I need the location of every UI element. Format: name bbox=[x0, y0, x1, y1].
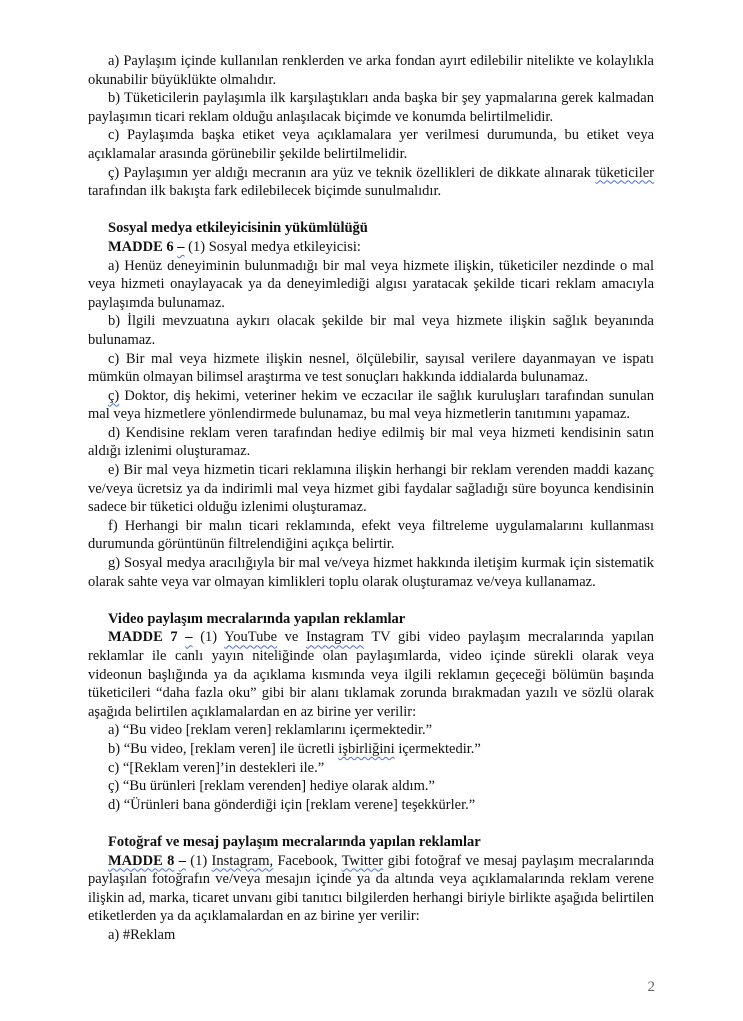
madde-text: ve bbox=[277, 629, 306, 646]
spellcheck-word: YouTube bbox=[224, 629, 278, 646]
paragraph-text: tarafından ilk bakışta fark edilebilecek biçimde sunulmalıdır. bbox=[88, 183, 442, 200]
section-6-item-g: g) Sosyal medya aracılığıyla bir mal ve/veya hizmet hakkında iletişim kurmak için sistematik olarak sahte veya var olmayan kimlikleri toplu olarak oluşturamaz ve/veya kullanamaz. bbox=[88, 555, 654, 590]
madde-text: (1) bbox=[190, 852, 212, 869]
paragraph-a: a) Paylaşım içinde kullanılan renklerden ve arka fondan ayırt edilebilir nitelikte ve kolaylıkla okunabilir büyüklükte olmalıdır. bbox=[88, 53, 654, 88]
paragraph-text: ç) Paylaşımın yer aldığı mecranın ara yüz ve teknik özellikleri de dikkate alınarak bbox=[108, 164, 596, 181]
item-text: Doktor, diş hekimi, veteriner hekim ve eczacılar ile sağlık kuruluşları tarafından sunulan mal veya hizmetlere yönlendirmede bulunamaz, bu mal veya hizmetlerin tanıtımını yapamaz. bbox=[88, 387, 654, 423]
section-7-item-c: c) “[Reklam veren]’in destekleri ile.” bbox=[108, 759, 325, 776]
section-7-heading: Video paylaşım mecralarında yapılan reklamlar bbox=[108, 610, 406, 627]
section-6-item-f: f) Herhangi bir malın ticari reklamında, efekt veya filtreleme uygulamalarını kullanması durumunda görüntünün filtrelendiğini açıkça belirtir. bbox=[88, 517, 654, 553]
spellcheck-word: Instagram, bbox=[211, 852, 274, 869]
madde-text: (1) bbox=[200, 629, 225, 646]
paragraph-c: c) Paylaşımda başka etiket veya açıklamalara yer verilmesi durumunda, bu etiket veya açıklamalar arasında görünebilir şekilde belirtilmelidir. bbox=[88, 127, 654, 162]
page-number: 2 bbox=[647, 979, 655, 995]
paragraph-b: b) Tüketicilerin paylaşımla ilk karşılaştıkları anda başka bir şey yapmalarına gerek kalmadan paylaşımın ticari reklam olduğu anlaşılacak biçimde ve konumda belirtilmelidir. bbox=[88, 90, 654, 125]
item-label: ç) bbox=[108, 387, 120, 404]
spellcheck-word: Instagram bbox=[305, 629, 364, 646]
madde-8-paragraph bbox=[88, 852, 654, 926]
spacer bbox=[88, 201, 654, 220]
section-8-heading: Fotoğraf ve mesaj paylaşım mecralarında yapılan reklamlar bbox=[108, 833, 481, 850]
section-6-item-d: d) Kendisine reklam veren tarafından hediye edilmiş bir mal veya hizmeti kendisinin satın aldığı izlenimi oluşturamaz. bbox=[88, 424, 654, 460]
item-text: içermektedir.” bbox=[394, 740, 481, 757]
madde-label: MADDE 7 bbox=[108, 629, 178, 646]
madde-label: MADDE 6 bbox=[108, 238, 174, 255]
section-7-item-c-cedilla: ç) “Bu ürünleri [reklam verenden] hediye olarak aldım.” bbox=[108, 778, 435, 795]
spacer bbox=[88, 591, 654, 610]
section-8-item-a: a) #Reklam bbox=[108, 926, 176, 943]
section-6-item-c-cedilla bbox=[88, 387, 654, 424]
section-6-heading: Sosyal medya etkileyicisinin yükümlülüğü bbox=[108, 220, 368, 237]
madde-dash: – bbox=[178, 852, 186, 869]
document-body bbox=[88, 52, 654, 945]
madde-dash: – bbox=[177, 238, 185, 255]
spellcheck-word: tüketiciler bbox=[595, 164, 654, 181]
madde-dash: – bbox=[185, 629, 193, 646]
madde-text: (1) Sosyal medya etkileyicisi: bbox=[188, 238, 361, 255]
madde-text: gibi fotoğraf ve mesaj paylaşım mecralarında paylaşılan fotoğrafın ve/veya mesajın içinde ya da altında veya açıklamalarında reklam verene ilişkin ad, marka, ticaret unvanı gibi tanıtıcı bilgilerden herhangi biriyle birlikte aşağıda belirtilen etiketlerden ya da açıklamalardan en az birine yer verilir: bbox=[88, 852, 655, 925]
spacer bbox=[88, 814, 654, 833]
madde-7-paragraph bbox=[88, 628, 654, 721]
section-6-item-e: e) Bir mal veya hizmetin ticari reklamına ilişkin herhangi bir reklam verenden maddi kazanç ve/veya ücretsiz ya da indirimli mal veya hizmet gibi faydalar sağladığı süre boyunca kendisinin sadece bir tüketici olduğu izlenimi oluşturamaz. bbox=[88, 462, 654, 516]
section-7-item-a: a) “Bu video [reklam veren] reklamlarını içermektedir.” bbox=[108, 722, 433, 739]
section-6-item-a: a) Henüz deneyiminin bulunmadığı bir mal veya hizmete ilişkin, tüketiciler nezdinde o mal veya hizmeti onaylayacak ya da deneyimlediği algısı yaratacak şekilde ticari reklam amacıyla paylaşımda bulunamaz. bbox=[88, 257, 654, 311]
section-7-item-d: d) “Ürünleri bana gönderdiği için [reklam verene] teşekkürler.” bbox=[108, 796, 476, 813]
section-6-item-c: c) Bir mal veya hizmete ilişkin nesnel, ölçülebilir, sayısal verilere dayanmayan ve ispatı mümkün olmayan bilimsel araştırma ve test sonuçları hakkında iddialarda bulunamaz. bbox=[88, 350, 654, 386]
item-text: b) “Bu video, [reklam veren] ile ücretli bbox=[108, 740, 339, 757]
madde-text: TV gibi video paylaşım mecralarında yapılan reklamlar ile canlı yayın niteliğinde olan paylaşımlarda, video içinde sürekli olarak veya videonun başlığında ya da açıklama kısmında veya ilgili reklamın geçeceği bölümün başında tüketicileri “daha fazla oku” gibi bir alanı tıklamak zorunda bırakmadan yazılı ve sözlü olarak aşağıda belirtilen açıklamalardan en az birine yer verilir: bbox=[88, 629, 655, 720]
madde-6-line bbox=[88, 238, 654, 257]
madde-label: MADDE 8 bbox=[108, 852, 175, 869]
section-6-item-b: b) İlgili mevzuatına aykırı olacak şekilde bir mal veya hizmete ilişkin sağlık beyanında bulunamaz. bbox=[88, 313, 654, 348]
paragraph-c-cedilla bbox=[88, 164, 654, 201]
spellcheck-word: işbirliğini bbox=[338, 740, 395, 757]
section-7-item-b bbox=[88, 740, 654, 759]
spellcheck-word: Twitter bbox=[341, 852, 384, 869]
madde-text: Facebook, bbox=[273, 852, 342, 869]
